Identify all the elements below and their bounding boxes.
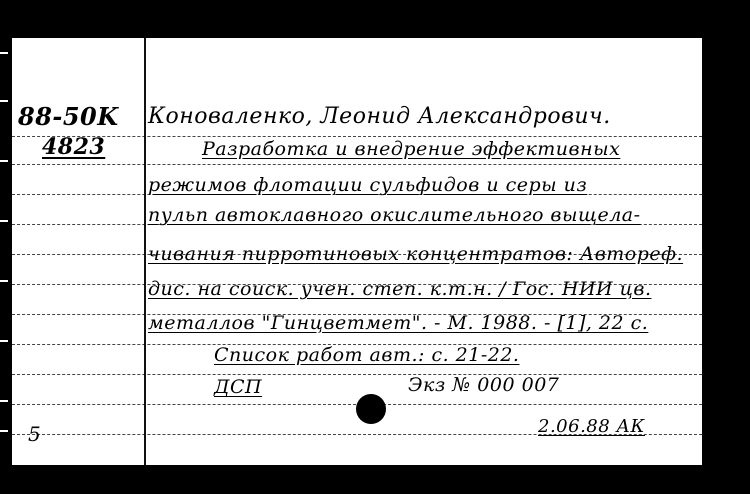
title-line: режимов флотации сульфидов и серы из — [148, 174, 588, 196]
margin-number: 5 — [28, 422, 42, 446]
restriction-stamp: ДСП — [214, 376, 263, 398]
title-line: Разработка и внедрение эффективных — [202, 138, 621, 160]
scan-edge — [0, 30, 12, 494]
inventory-number: 4823 — [42, 134, 106, 160]
ruled-line — [12, 374, 702, 375]
bibliography-note: Список работ авт.: с. 21-22. — [214, 344, 520, 366]
margin-line — [144, 38, 146, 465]
title-line: чивания пирротиновых концентратов: Автореф. — [148, 243, 684, 265]
date-code: 2.06.88 АК — [538, 416, 645, 437]
ruled-line — [12, 136, 702, 137]
punch-hole — [356, 394, 386, 424]
catalog-card — [12, 38, 702, 465]
call-number: 88-50K — [18, 102, 119, 131]
title-line: металлов "Гинцветмет". - М. 1988. - [1], 22 с. — [148, 312, 649, 334]
title-line: дис. на соиск. учен. степ. к.т.н. / Гос. НИИ цв. — [148, 278, 652, 300]
ruled-line — [12, 164, 702, 165]
title-line: пульп автоклавного окислительного выщела- — [148, 204, 641, 226]
copy-number: Экз № 000 007 — [408, 374, 560, 396]
author-heading: Коноваленко, Леонид Александрович. — [148, 104, 611, 129]
